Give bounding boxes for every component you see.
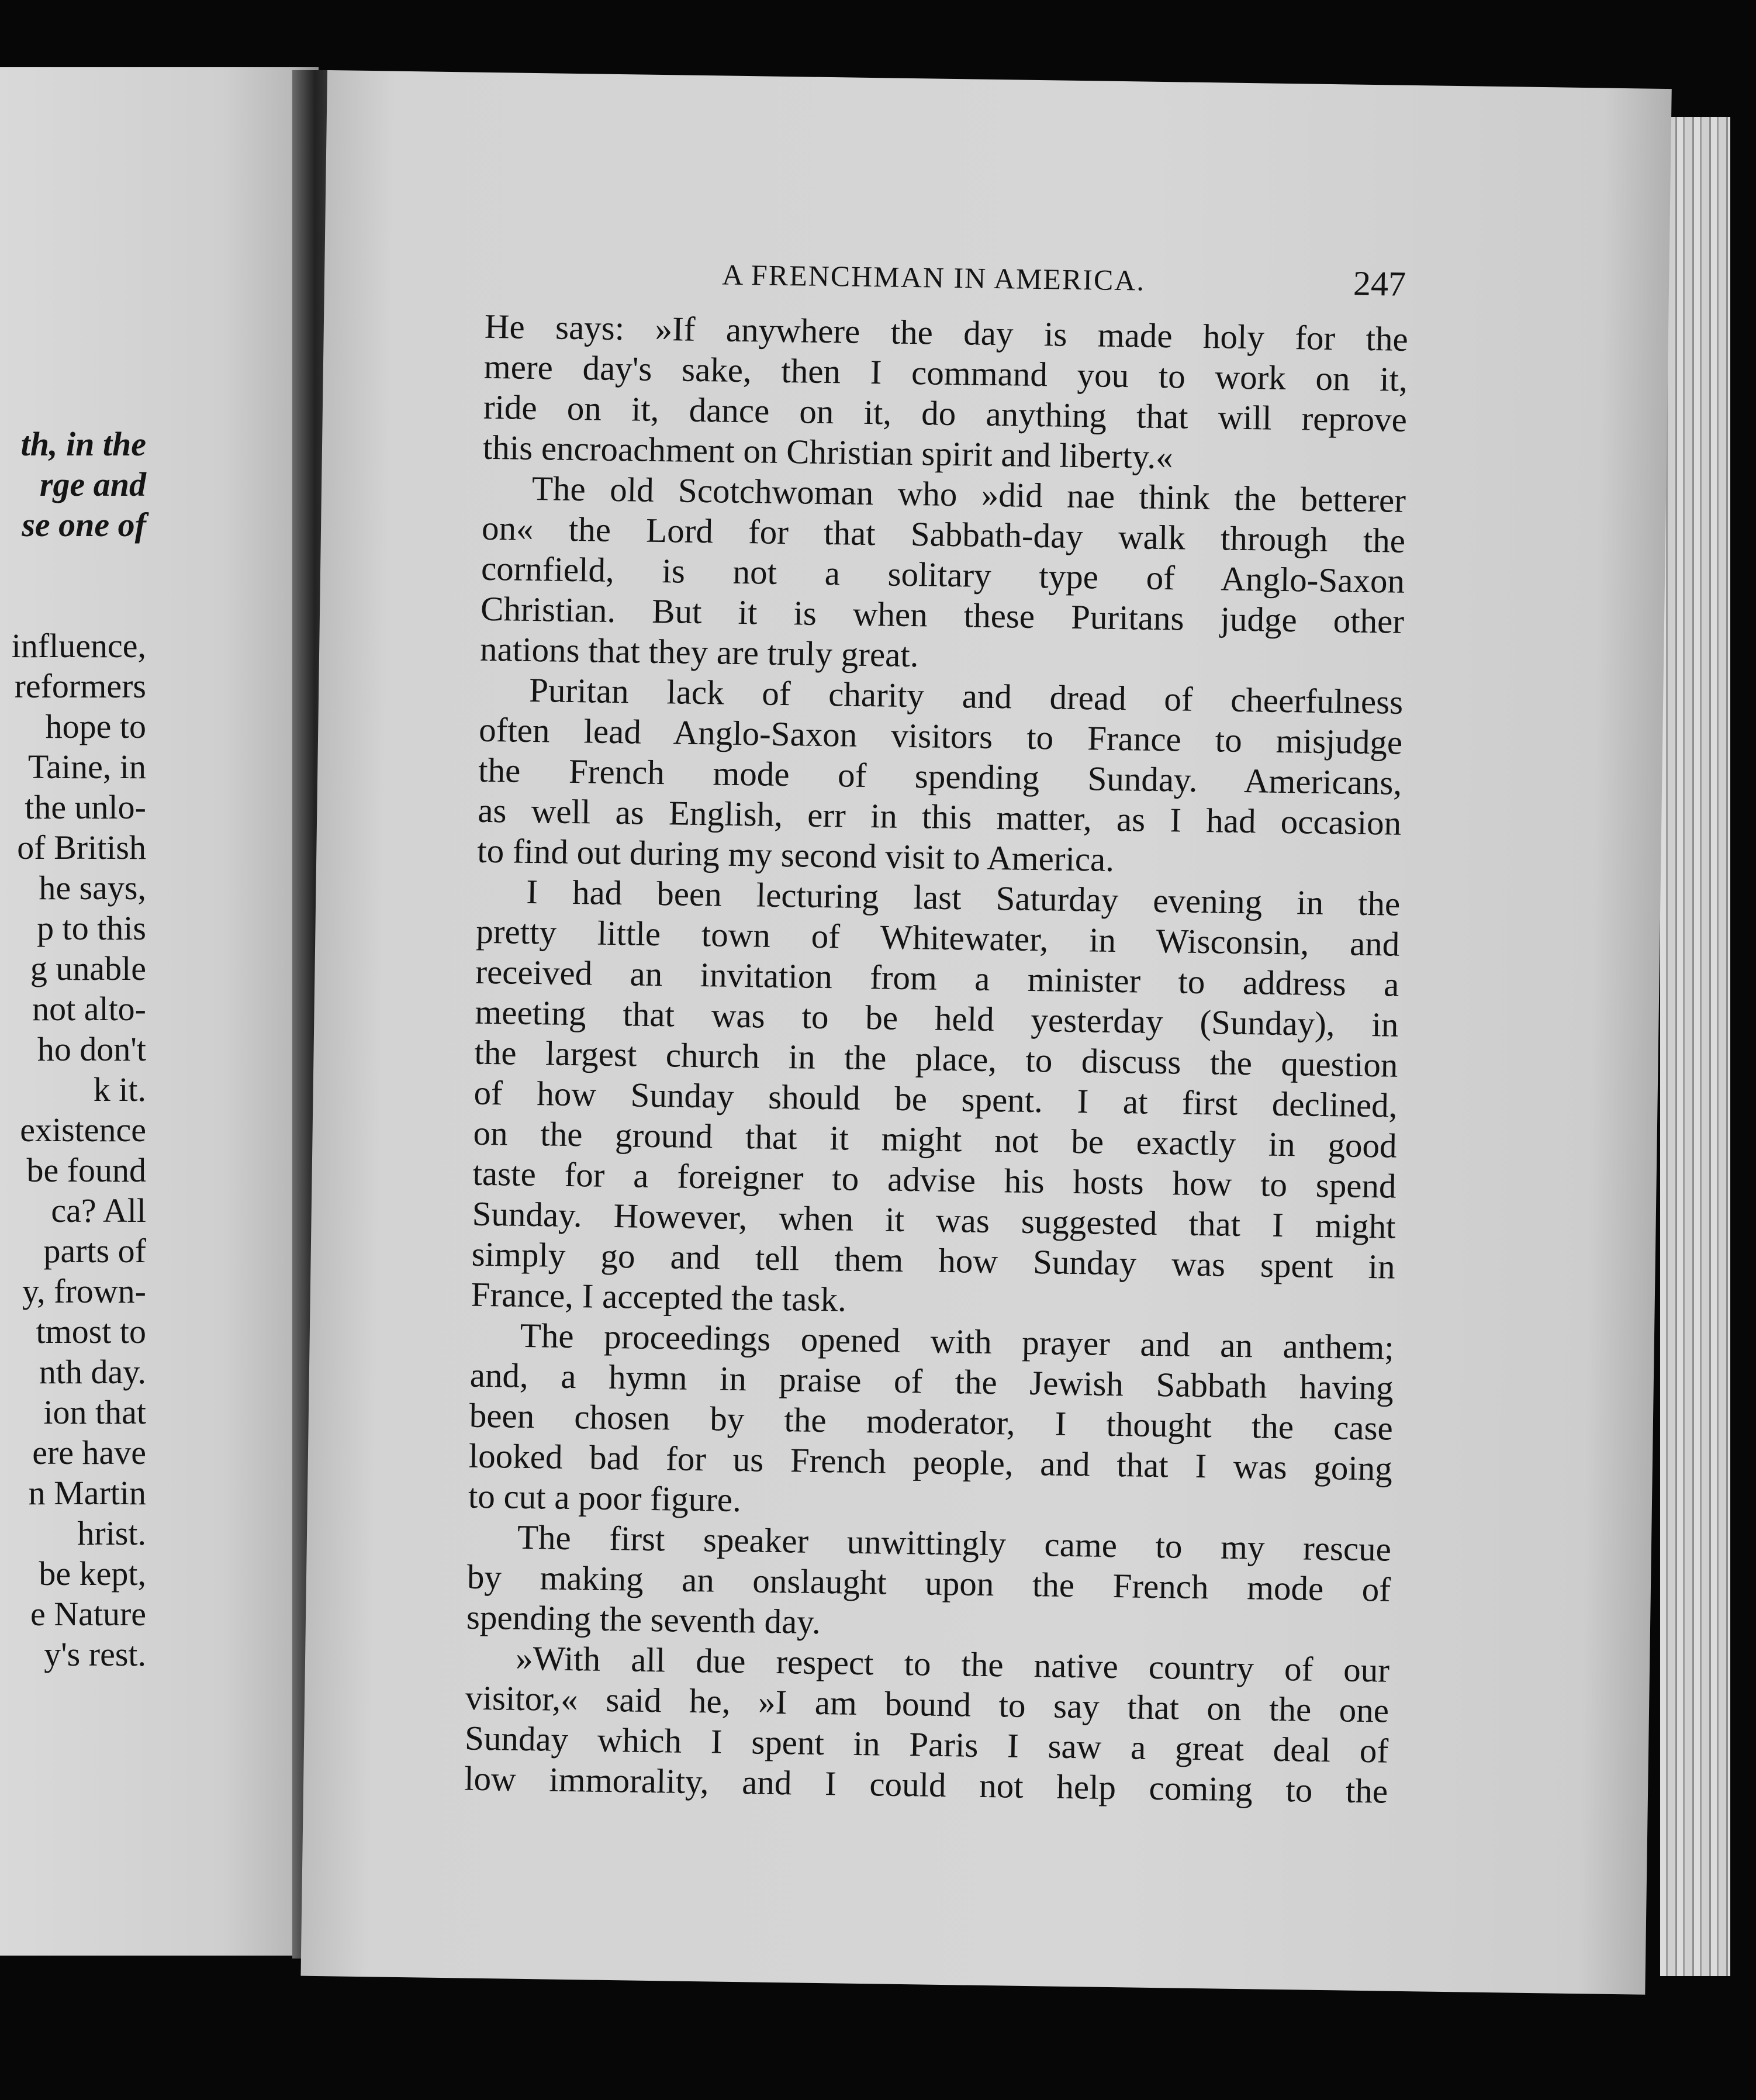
text-line: Sunday which I spent in Paris I saw a great deal of [464,1718,1389,1770]
body-text [464,306,1408,1812]
left-page-line: ho don't [37,1030,146,1068]
text-line: simply go and tell them how Sunday was spent in [471,1234,1396,1286]
left-page-line: p to this [37,909,146,947]
text-line: nations that they are truly great. [479,629,919,675]
text-line: ride on it, dance on it, do anything that will reprove [483,387,1408,439]
text-line: He says: »If anywhere the day is made holy for the [484,306,1409,358]
left-page-line: parts of [43,1232,146,1270]
left-page-line: th, in the [20,425,146,463]
text-line: mere day's sake, then I command you to work on it, [483,347,1408,399]
left-page-line: reformers [14,667,146,705]
left-page-line: ca? All [51,1191,146,1229]
page-number: 247 [1353,264,1406,303]
left-page-line: influence, [11,627,146,665]
text-line: I had been lecturing last Saturday evening in the [526,872,1401,923]
text-line: and, a hymn in praise of the Jewish Sabbath having [469,1355,1394,1407]
left-page-line: Taine, in [27,748,146,786]
text-line: on the ground that it might not be exactly in good [473,1113,1397,1165]
left-page-line: existence [20,1111,146,1149]
left-page-line: n Martin [28,1474,146,1512]
text-line: received an invitation from a minister to address a [475,952,1399,1004]
text-line: as well as English, err in this matter, as I had occasion [477,790,1402,842]
facing-left-page [0,67,319,1956]
running-head [324,246,1669,311]
text-line: Christian. But it is when these Puritans judge other [480,589,1405,641]
text-line: looked bad for us French people, and that I was going [468,1436,1393,1488]
left-page-line: he says, [39,869,146,907]
text-line: Puritan lack of charity and dread of cheerfulness [528,670,1404,721]
text-line: »With all due respect to the native country of our [515,1638,1390,1690]
page-edges [1660,117,1730,1976]
text-line: the largest church in the place, to discuss the question [474,1032,1398,1084]
text-line: been chosen by the moderator, I thought the case [469,1396,1394,1448]
left-page-line: y's rest. [44,1635,146,1673]
text-line: of how Sunday should be spent. I at first declined, [473,1073,1398,1125]
text-line: to find out during my second visit to America. [476,831,1115,879]
left-page-line: e Nature [30,1595,146,1633]
text-line: low immorality, and I could not help coming to the [464,1759,1388,1811]
left-page-line: be kept, [39,1555,146,1593]
text-line: France, I accepted the task. [471,1274,847,1319]
text-line: The old Scotchwoman who »did nae think the betterer [531,468,1406,520]
text-line: pretty little town of Whitewater, in Wisconsin, and [476,911,1400,963]
text-line: by making an onslaught upon the French mode of [466,1557,1391,1609]
left-page-line: not alto- [32,990,146,1028]
left-page-line: y, frown- [22,1272,146,1310]
text-line: visitor,« said he, »I am bound to say that on the one [465,1678,1389,1730]
text-line: The proceedings opened with prayer and an anthem; [520,1315,1395,1367]
text-line: often lead Anglo-Saxon visitors to France to misjudge [478,710,1403,762]
left-page-line: nth day. [39,1353,146,1391]
text-line: the French mode of spending Sunday. Americans, [478,750,1402,802]
text-line: this encroachment on Christian spirit and liberty.« [482,427,1174,476]
text-line: The first speaker unwittingly came to my rescue [517,1517,1392,1569]
left-page-line: the unlo- [25,788,146,826]
text-line: taste for a foreigner to advise his hosts how to spend [472,1153,1396,1206]
running-title: A FRENCHMAN IN AMERICA. [721,258,1146,297]
left-page-line: rge and [39,465,146,503]
text-line: to cut a poor figure. [468,1476,742,1519]
text-line: on« the Lord for that Sabbath-day walk through the [481,508,1406,560]
left-page-line: ere have [32,1434,146,1472]
left-page-line: hope to [45,707,146,745]
text-line: Sunday. However, when it was suggested that I might [472,1194,1396,1246]
text-line: meeting that was to be held yesterday (Sunday), in [475,992,1399,1044]
text-line: spending the seventh day. [466,1597,821,1642]
text-line: cornfield, is not a solitary type of Anglo-Saxon [481,548,1405,600]
left-page-line: se one of [22,506,146,544]
left-page-line: tmost to [36,1313,146,1351]
right-page [300,70,1671,1995]
left-page-line: k it. [93,1070,146,1108]
left-page-line: be found [26,1151,146,1189]
left-page-line: ion that [43,1393,146,1431]
left-page-line: of British [17,828,146,866]
left-page-line: hrist. [77,1514,146,1552]
left-page-line: g unable [30,949,146,987]
